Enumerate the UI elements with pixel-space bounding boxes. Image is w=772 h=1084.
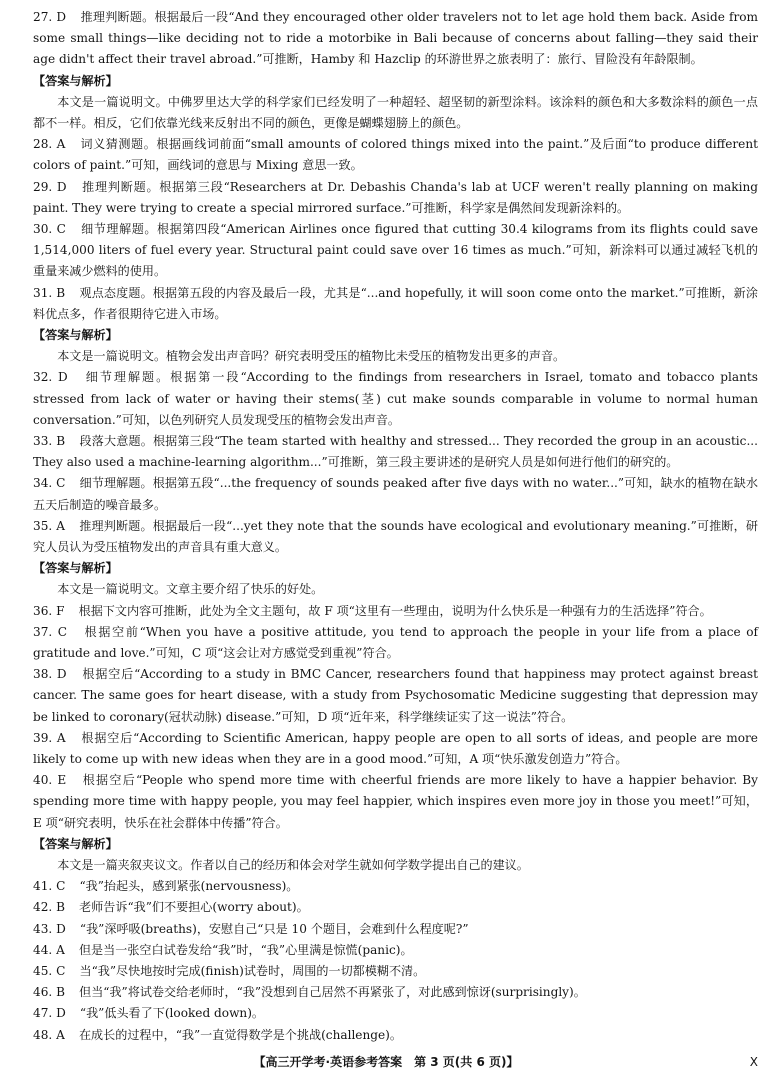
- question-number: 38.: [33, 667, 53, 682]
- answer-letter: C: [56, 879, 66, 894]
- answer-letter: A: [56, 1027, 65, 1042]
- question-number: 32.: [33, 370, 53, 385]
- section-36-40: [33, 601, 758, 834]
- explanation-text: 观点态度题。根据第五段的内容及最后一段，尤其是“...and hopefully, it will soon come onto the market.”可推断，新涂料优点多，作者很期待它进入市场。: [33, 285, 758, 321]
- question-number: 48.: [33, 1027, 53, 1042]
- question-number: 42.: [33, 900, 53, 915]
- explanation-text: 根据空后“According to a study in BMC Cancer, researchers found that happiness may protect against breast cancer. The same goes for heart disease, with a study from Psychosomatic Medicine suggesting that depression may be linked to coronary(冠状动脉) disease.”可知，D 项“近年来，科学继续证实了这一说法”符合。: [33, 667, 758, 724]
- question-number: 27.: [33, 10, 53, 24]
- answer-item: [33, 961, 758, 982]
- explanation-text: “我”抬起头，感到紧张(nervousness)。: [79, 879, 299, 894]
- explanation-text: 老师告诉“我”们不要担心(worry about)。: [79, 900, 309, 915]
- answer-letter: B: [56, 285, 66, 300]
- answer-letter: D: [56, 667, 67, 682]
- explanation-text: 推理判断题。根据最后一段“And they encouraged other older travelers not to let age hold them back. Aside from some small things—like deciding not to ride a motorbike in Bali because of concerns about falling—they said their age didn't affect their travel abroad.”可推断，Hamby 和 Hazclip 的环游世界之旅表明了：旅行、冒险没有年龄限制。: [33, 10, 758, 67]
- explanation-text: 根据空后“People who spend more time with cheerful friends are more likely to have a happier behavior. By spending more time with happy people, you may feel happier, which inspires even more joy in those you meet!”可知，E 项“研究表明，快乐在社会群体中传播”符合。: [33, 773, 758, 830]
- answer-letter: F: [56, 603, 65, 618]
- question-number: 44.: [33, 942, 53, 957]
- section-41-48: [33, 876, 758, 1046]
- answer-analysis-header: 【答案与解析】: [33, 73, 118, 88]
- explanation-text: 根据下文内容可推断，此处为全文主题句，故 F 项“这里有一些理由，说明为什么快乐是一种强有力的生活选择”符合。: [78, 603, 712, 618]
- answer-item: [33, 7, 758, 71]
- answer-analysis-header: 【答案与解析】: [33, 561, 118, 576]
- question-number: 30.: [33, 222, 53, 237]
- explanation-text: 段落大意题。根据第三段“The team started with healthy and stressed... They recorded the group in an acoustic... They also used a machine-learning algorithm...”可推断，第三段主要讲述的是研究人员是如何进行他们的研究的。: [33, 434, 758, 470]
- answer-item: [33, 876, 758, 897]
- answer-item: [33, 728, 758, 770]
- footer-code: X: [749, 1055, 758, 1069]
- explanation-text: 推理判断题。根据最后一段“...yet they note that the sounds have ecological and evolutionary meaning.”可推断，研究人员认为受压植物发出的声音具有重大意义。: [33, 518, 758, 555]
- explanation-text: 细节理解题。根据第四段“American Airlines once figured that cutting 30.4 kilograms from its flights could save 1,514,000 liters of fuel every year. Structural paint could save over 16 times as much.”可知，新涂料可以通过减轻飞机的重量来减少燃料的使用。: [33, 222, 758, 279]
- answer-letter: C: [56, 222, 66, 237]
- answer-letter: B: [56, 900, 65, 915]
- explanation-text: “我”低头看了下(looked down)。: [79, 1006, 265, 1021]
- answer-analysis-header: 【答案与解析】: [33, 328, 118, 343]
- answer-item: [33, 897, 758, 918]
- passage-summary: 本文是一篇夹叙夹议文。作者以自己的经历和体会对学生就如何学数学提出自己的建议。: [57, 858, 529, 873]
- answer-item: [33, 664, 758, 728]
- answer-letter: D: [58, 370, 68, 385]
- answer-letter: A: [56, 137, 66, 152]
- explanation-text: 细节理解题。根据第五段“...the frequency of sounds peaked after five days with no water...”可知，缺水的植物在缺水五天后制造的噪音最多。: [33, 476, 758, 512]
- explanation-text: 但当“我”将试卷交给老师时，“我”没想到自己居然不再紧张了，对此感到惊讶(surprisingly)。: [79, 985, 586, 1000]
- question-number: 29.: [33, 179, 53, 194]
- answer-item: [33, 367, 758, 431]
- answer-item: [33, 516, 758, 558]
- explanation-text: 细节理解题。根据第一段“According to the findings from researchers in Israel, tomato and tobacco plants stressed from lack of water or having their stems(茎) cut make sounds comparable in volume to normal human conversation.”可知，以色列研究人员发现受压的植物会发出声音。: [33, 370, 758, 427]
- answer-letter: C: [56, 476, 66, 491]
- answer-item: [33, 134, 758, 176]
- answer-item: [33, 283, 758, 325]
- explanation-text: “我”深呼吸(breaths)，安慰自己“只是 10 个题目，会难到什么程度呢?”: [79, 921, 469, 936]
- footer-text: 【高三开学考·英语参考答案 第 3 页(共 6 页)】: [253, 1055, 519, 1069]
- answer-item: [33, 940, 758, 961]
- answer-letter: B: [56, 985, 65, 1000]
- answer-item: [33, 982, 758, 1003]
- question-number: 36.: [33, 603, 53, 618]
- explanation-text: 词义猜测题。根据画线词前面“small amounts of colored things mixed into the paint.”及后面“to produce different colors of paint.”可知，画线词的意思与 Mixing 意思一致。: [33, 137, 758, 173]
- answer-item: [33, 919, 758, 940]
- page-footer: [0, 1052, 772, 1074]
- question-number: 37.: [33, 624, 53, 639]
- explanation-text: 根据空前“When you have a positive attitude, you tend to approach the people in your life from a place of gratitude and love.”可知，C 项“这会让对方感觉受到重视”符合。: [33, 624, 758, 661]
- question-number: 45.: [33, 964, 53, 979]
- answer-item: [33, 219, 758, 283]
- answer-letter: C: [57, 624, 68, 639]
- passage-summary: 本文是一篇说明文。中佛罗里达大学的科学家们已经发明了一种超轻、超坚韧的新型涂料。该涂料的颜色和大多数涂料的颜色一点都不一样。相反，它们依靠光线来反射出不同的颜色，更像是蝴蝶翅膀上的颜色。: [33, 94, 758, 130]
- question-number: 39.: [33, 730, 53, 745]
- section-32-35: [33, 367, 758, 558]
- answer-analysis-header: 【答案与解析】: [33, 836, 118, 851]
- question-number: 43.: [33, 921, 53, 936]
- answer-item: [33, 770, 758, 834]
- answer-item: [33, 431, 758, 473]
- section-27: [33, 7, 758, 71]
- answer-letter: D: [56, 179, 67, 194]
- answer-letter: D: [56, 10, 67, 24]
- answer-item: [33, 473, 758, 515]
- answer-item: [33, 601, 758, 622]
- question-number: 40.: [33, 773, 53, 788]
- explanation-text: 根据空后“According to Scientific American, happy people are open to all sorts of ideas, and people are more likely to come up with new ideas when they are in a good mood.”可知，A 项“快乐激发创造力”符合。: [33, 730, 758, 767]
- question-number: 33.: [33, 434, 53, 449]
- answer-letter: E: [57, 773, 67, 788]
- answer-letter: A: [56, 942, 65, 957]
- explanation-text: 在成长的过程中，“我”一直觉得数学是个挑战(challenge)。: [78, 1027, 402, 1042]
- question-number: 46.: [33, 985, 53, 1000]
- question-number: 34.: [33, 476, 53, 491]
- answer-letter: B: [56, 434, 66, 449]
- question-number: 47.: [33, 1006, 53, 1021]
- question-number: 35.: [33, 518, 53, 533]
- explanation-text: 推理判断题。根据第三段“Researchers at Dr. Debashis Chanda's lab at UCF weren't really planning on making paint. They were trying to create a special mirrored surface.”可推断，科学家是偶然间发现新涂料的。: [33, 179, 758, 215]
- answer-letter: C: [56, 964, 66, 979]
- answer-item: [33, 622, 758, 664]
- answer-letter: A: [56, 730, 66, 745]
- question-number: 28.: [33, 137, 53, 152]
- question-number: 41.: [33, 879, 53, 894]
- answer-item: [33, 1025, 758, 1046]
- passage-summary: 本文是一篇说明文。文章主要介绍了快乐的好处。: [57, 582, 324, 597]
- question-number: 31.: [33, 285, 53, 300]
- explanation-text: 但是当一张空白试卷发给“我”时，“我”心里满是惊慌(panic)。: [78, 942, 413, 957]
- answer-letter: D: [56, 1006, 66, 1021]
- answer-letter: D: [56, 921, 66, 936]
- section-28-31: [33, 134, 758, 325]
- answer-item: [33, 177, 758, 219]
- explanation-text: 当“我”尽快地按时完成(finish)试卷时，周围的一切都模糊不清。: [79, 964, 426, 979]
- passage-summary: 本文是一篇说明文。植物会发出声音吗？研究表明受压的植物比未受压的植物发出更多的声音。: [57, 349, 566, 364]
- answer-letter: A: [56, 518, 65, 533]
- answer-item: [33, 1003, 758, 1024]
